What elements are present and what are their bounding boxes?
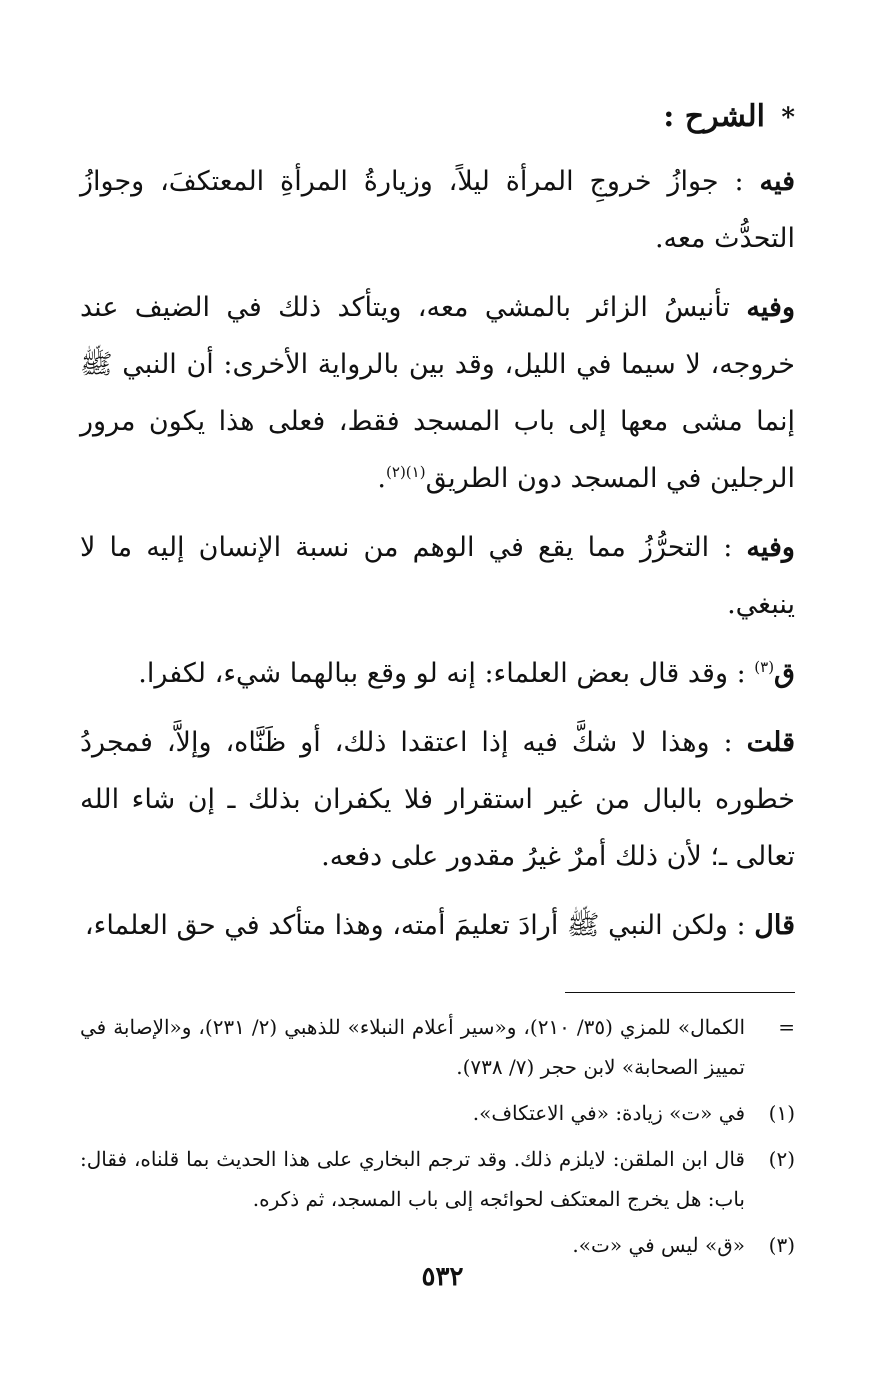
footnote-text: في «ت» زيادة: «في الاعتكاف». bbox=[472, 1101, 745, 1125]
footnote-text: «ق» ليس في «ت». bbox=[572, 1233, 745, 1257]
footnote-item bbox=[80, 1007, 795, 1087]
footnote-number: (٢) bbox=[768, 1147, 795, 1171]
paragraph-5 bbox=[80, 714, 795, 885]
paragraph-lead: وفيه bbox=[746, 532, 795, 563]
paragraph-2 bbox=[80, 279, 795, 507]
section-heading bbox=[80, 92, 795, 143]
paragraph-text: : ولكن النبي ﷺ أرادَ تعليمَ أمته، وهذا متأكد في حق العلماء، bbox=[84, 910, 746, 941]
heading-marker: * bbox=[781, 103, 795, 133]
footnote-item bbox=[80, 1225, 795, 1265]
paragraph-1 bbox=[80, 153, 795, 267]
paragraph-tail: . bbox=[377, 463, 387, 494]
paragraph-lead: وفيه bbox=[746, 292, 795, 323]
footnote-number: = bbox=[778, 1015, 795, 1039]
footnote-text: الكمال» للمزي (٣٥/ ٢١٠)، و«سير أعلام النبلاء» للذهبي (٢/ ٢٣١)، و«الإصابة في تمييز الصحابة» لابن حجر (٧/ ٧٣٨). bbox=[80, 1015, 745, 1079]
paragraph-lead: قال bbox=[754, 910, 795, 941]
footnote-number: (٣) bbox=[768, 1233, 795, 1257]
footnote-reference: (٣) bbox=[754, 658, 775, 676]
paragraph-lead: ق bbox=[774, 658, 795, 689]
paragraph-text: : جوازُ خروجِ المرأة ليلاً، وزيارةُ المرأةِ المعتكفَ، وجوازُ التحدُّث معه. bbox=[80, 166, 795, 254]
paragraph-text: تأنيسُ الزائر بالمشي معه، ويتأكد ذلك في الضيف عند خروجه، لا سيما في الليل، وقد بين بالرواية الأخرى: أن النبي ﷺ إنما مشى معها إلى باب المسجد فقط، فعلى هذا يكون مرور الرجلين في المسجد دون الطريق bbox=[80, 292, 795, 494]
page-number: ٥٣٢ bbox=[421, 1262, 464, 1292]
footnote-item bbox=[80, 1093, 795, 1133]
paragraph-3 bbox=[80, 519, 795, 633]
paragraph-lead: فيه bbox=[759, 166, 795, 197]
footnote-reference: (١)(٢) bbox=[386, 463, 426, 481]
heading-title: الشرح : bbox=[663, 99, 765, 134]
page-body bbox=[80, 92, 795, 1362]
paragraph-lead: قلت bbox=[746, 727, 795, 758]
paragraph-4 bbox=[80, 645, 795, 702]
footnote-number: (١) bbox=[768, 1101, 795, 1125]
footnote-text: قال ابن الملقن: لايلزم ذلك. وقد ترجم البخاري على هذا الحديث بما قلناه، فقال: باب: هل يخرج المعتكف لحوائجه إلى باب المسجد، ثم ذكره. bbox=[80, 1147, 745, 1211]
footnote-item bbox=[80, 1139, 795, 1219]
footnotes bbox=[80, 1007, 795, 1265]
footnote-divider bbox=[565, 992, 795, 993]
paragraph-text: : وهذا لا شكَّ فيه إذا اعتقدا ذلك، أو ظَنَّاه، وإلاَّ، فمجردُ خطوره بالبال من غير استقرار فلا يكفران بذلك ـ إن شاء الله تعالى ـ؛ لأن ذلك أمرٌ غيرُ مقدور على دفعه. bbox=[80, 727, 795, 872]
paragraph-text: : التحرُّزُ مما يقع في الوهم من نسبة الإنسان إليه ما لا ينبغي. bbox=[80, 532, 795, 620]
paragraph-text: : وقد قال بعض العلماء: إنه لو وقع ببالهما شيء، لكفرا. bbox=[138, 658, 746, 689]
paragraph-6 bbox=[80, 897, 795, 954]
